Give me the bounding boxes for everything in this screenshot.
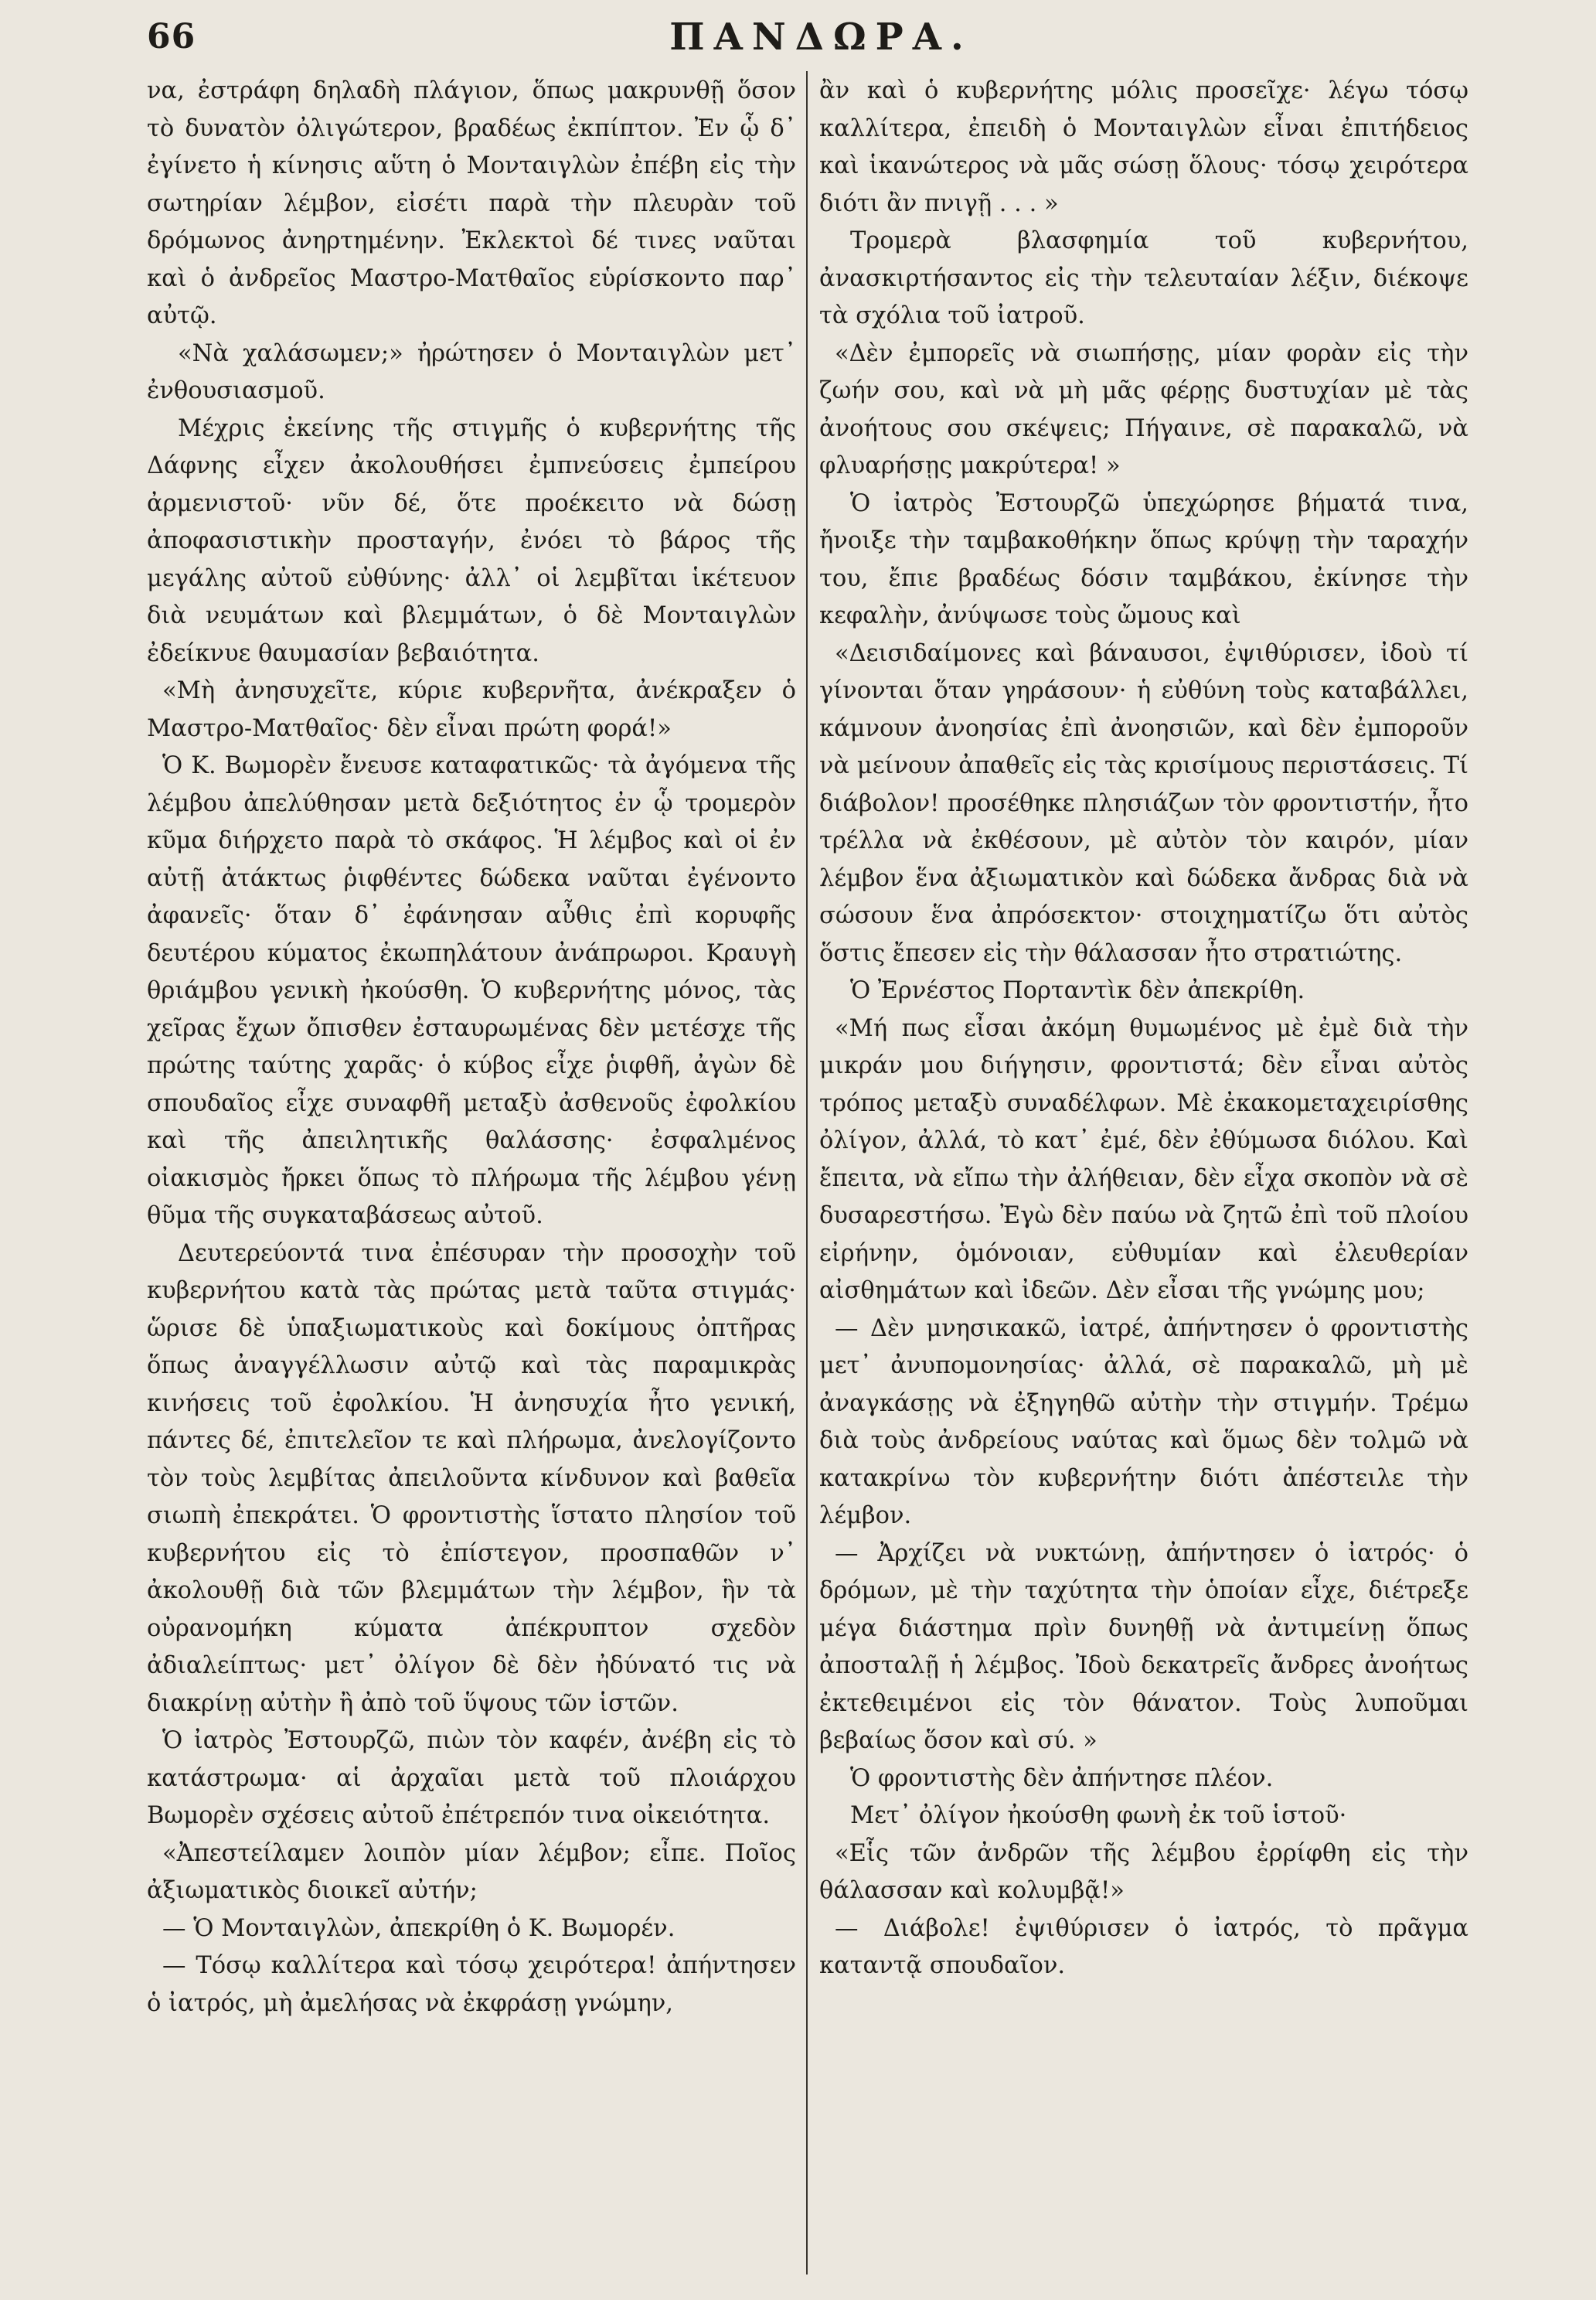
column-divider	[806, 71, 808, 2274]
left-column	[147, 73, 796, 2284]
paragraph: Μέχρις ἐκείνης τῆς στιγμῆς ὁ κυβερνήτης τῆς Δάφνης εἶχεν ἀκολουθήσει ἐμπνεύσεις ἐμπείρου ἀρμενιστοῦ· νῦν δέ, ὅτε προέκειτο νὰ δώσῃ ἀποφασιστικὴν προσταγήν, ἐνόει τὸ βάρος τῆς μεγάλης αὐτοῦ εὐθύνης· ἀλλ᾽ οἱ λεμβῖται ἱκέτευον διὰ νευμάτων καὶ βλεμμάτων, ὁ δὲ Μονταιγλὼν ἐδείκνυε θαυμασίαν βεβαιότητα.	[147, 414, 796, 667]
paragraph: Μετ᾽ ὀλίγον ἠκούσθη φωνὴ ἐκ τοῦ ἱστοῦ·	[850, 1802, 1347, 1829]
paragraph: «Εἷς τῶν ἀνδρῶν τῆς λέμβου ἐρρίφθη εἰς τὴν θάλασσαν καὶ κολυμβᾷ!»	[819, 1839, 1468, 1904]
paragraph: «Μή πως εἶσαι ἀκόμη θυμωμένος μὲ ἐμὲ διὰ τὴν μικράν μου διήγησιν, φροντιστά; δὲν εἶναι αὐτὸς τρόπος μεταξὺ συναδέλφων. Μὲ ἐκακομεταχειρίσθης ὀλίγον, ἀλλά, τὸ κατ᾽ ἐμέ, δὲν ἐθύμωσα διόλου. Καὶ ἔπειτα, νὰ εἴπω τὴν ἀλήθειαν, δὲν εἶχα σκοπὸν νὰ σὲ δυσαρεστήσω. Ἐγὼ δὲν παύω νὰ ζητῶ ἐπὶ τοῦ πλοίου εἰρήνην, ὁμόνοιαν, εὐθυμίαν καὶ ἐλευθερίαν αἰσθημάτων καὶ ἰδεῶν. Δὲν εἶσαι τῆς γνώμης μου;	[819, 1014, 1468, 1304]
paragraph: Ὁ Ἐρνέστος Πορταντὶκ δὲν ἀπεκρίθη.	[850, 977, 1305, 1004]
paragraph: — Διάβολε! ἐψιθύρισεν ὁ ἰατρός, τὸ πρᾶγμα καταντᾷ σπουδαῖον.	[819, 1914, 1468, 1979]
paragraph: «Νὰ χαλάσωμεν;» ἠρώτησεν ὁ Μονταιγλὼν μετ᾽ ἐνθουσιασμοῦ.	[147, 339, 796, 404]
page-number: 66	[147, 17, 196, 56]
paragraph: «Δὲν ἐμπορεῖς νὰ σιωπήσῃς, μίαν φορὰν εἰς τὴν ζωήν σου, καὶ νὰ μὴ μᾶς φέρῃς δυστυχίαν μὲ τὰς ἀνοήτους σου σκέψεις; Πήγαινε, σὲ παρακαλῶ, νὰ φλυαρήσῃς μακρύτερα! »	[819, 339, 1468, 479]
paragraph: Τρομερὰ βλασφημία τοῦ κυβερνήτου, ἀνασκιρτήσαντος εἰς τὴν τελευταίαν λέξιν, διέκοψε τὰ σχόλια τοῦ ἰατροῦ.	[819, 227, 1468, 329]
paragraph: — Δὲν μνησικακῶ, ἰατρέ, ἀπήντησεν ὁ φροντιστὴς μετ᾽ ἀνυπομονησίας· ἀλλά, σὲ παρακαλῶ, μὴ μὲ ἀναγκάσῃς νὰ ἐξηγηθῶ αὐτὴν τὴν στιγμήν. Τρέμω διὰ τοὺς ἀνδρείους ναύτας καὶ ὅμως δὲν τολμῶ νὰ κατακρίνω τὸν κυβερνήτην διότι ἀπέστειλε τὴν λέμβον.	[819, 1314, 1468, 1529]
paragraph: Ὁ ἰατρὸς Ἐστουρζῶ ὑπεχώρησε βήματά τινα, ἤνοιξε τὴν ταμβακοθήκην ὅπως κρύψῃ τὴν ταραχήν του, ἔπιε βραδέως δόσιν ταμβάκου, ἐκίνησε τὴν κεφαλὴν, ἀνύψωσε τοὺς ὤμους καὶ	[819, 489, 1468, 629]
paragraph: ἂν καὶ ὁ κυβερνήτης μόλις προσεῖχε· λέγω τόσῳ καλλίτερα, ἐπειδὴ ὁ Μονταιγλὼν εἶναι ἐπιτήδειος καὶ ἱκανώτερος νὰ μᾶς σώσῃ ὅλους· τόσῳ χειρότερα διότι ἂν πνιγῇ . . . »	[819, 77, 1468, 217]
page-header	[147, 11, 1496, 73]
running-title: ΠΑΝΔΩΡΑ.	[669, 15, 973, 59]
paragraph: «Μὴ ἀνησυχεῖτε, κύριε κυβερνῆτα, ἀνέκραξεν ὁ Μαστρο-Ματθαῖος· δὲν εἶναι πρώτη φορά!»	[147, 677, 796, 742]
paragraph: να, ἐστράφη δηλαδὴ πλάγιον, ὅπως μακρυνθῇ ὅσον τὸ δυνατὸν ὀλιγώτερον, βραδέως ἐκπίπτον. Ἐν ᾧ δ᾽ ἐγίνετο ἡ κίνησις αὕτη ὁ Μονταιγλὼν ἐπέβη εἰς τὴν σωτηρίαν λέμβον, εἰσέτι παρὰ τὴν πλευρὰν τοῦ δρόμωνος ἀνηρτημένην. Ἐκλεκτοὶ δέ τινες ναῦται καὶ ὁ ἀνδρεῖος Μαστρο-Ματθαῖος εὑρίσκοντο παρ᾽ αὐτῷ.	[147, 77, 796, 329]
right-column	[819, 73, 1468, 2284]
paragraph: Ὁ Κ. Βωμορὲν ἔνευσε καταφατικῶς· τὰ ἀγόμενα τῆς λέμβου ἀπελύθησαν μετὰ δεξιότητος ἐν ᾧ τρομερὸν κῦμα διήρχετο παρὰ τὸ σκάφος. Ἡ λέμβος καὶ οἱ ἐν αὐτῇ ἀτάκτως ῥιφθέντες δώδεκα ναῦται ἐγένοντο ἀφανεῖς· ὅταν δ᾽ ἐφάνησαν αὖθις ἐπὶ κορυφῆς δευτέρου κύματος ἐκωπηλάτουν ἀνάπρωροι. Κραυγὴ θριάμβου γενικὴ ἠκούσθη. Ὁ κυβερνήτης μόνος, τὰς χεῖρας ἔχων ὄπισθεν ἐσταυρωμένας δὲν μετέσχε τῆς πρώτης ταύτης χαρᾶς· ὁ κύβος εἶχε ῥιφθῆ, ἀγὼν δὲ σπουδαῖος εἶχε συναφθῆ μεταξὺ ἀσθενοῦς ἐφολκίου καὶ τῆς ἀπειλητικῆς θαλάσσης· ἐσφαλμένος οἰακισμὸς ἤρκει ὅπως τὸ πλήρωμα τῆς λέμβου γένῃ θῦμα τῆς συγκαταβάσεως αὐτοῦ.	[147, 752, 796, 1229]
paragraph: — Ὁ Μονταιγλὼν, ἀπεκρίθη ὁ Κ. Βωμορέν.	[162, 1914, 675, 1942]
paragraph: — Τόσῳ καλλίτερα καὶ τόσῳ χειρότερα! ἀπήντησεν ὁ ἰατρός, μὴ ἀμελήσας νὰ ἐκφράσῃ γνώμην,	[147, 1952, 796, 2017]
paragraph: — Ἀρχίζει νὰ νυκτώνῃ, ἀπήντησεν ὁ ἰατρός· ὁ δρόμων, μὲ τὴν ταχύτητα τὴν ὁποίαν εἶχε, διέτρεξε μέγα διάστημα πρὶν δυνηθῇ νὰ ἀντιμείνῃ ὅπως ἀποσταλῇ ἡ λέμβος. Ἰδοὺ δεκατρεῖς ἄνδρες ἀνοήτως ἐκτεθειμένοι εἰς τὸν θάνατον. Τοὺς λυποῦμαι βεβαίως ὅσον καὶ σύ. »	[819, 1539, 1468, 1754]
paragraph: «Ἀπεστείλαμεν λοιπὸν μίαν λέμβον; εἶπε. Ποῖος ἀξιωματικὸς διοικεῖ αὐτήν;	[147, 1839, 796, 1904]
paragraph: «Δεισιδαίμονες καὶ βάναυσοι, ἐψιθύρισεν, ἰδοὺ τί γίνονται ὅταν γηράσουν· ἡ εὐθύνη τοὺς καταβάλλει, κάμνουν ἀνοησίας ἐπὶ ἀνοησιῶν, καὶ δὲν ἐμποροῦν νὰ μείνουν ἀπαθεῖς εἰς τὰς κρισίμους περιστάσεις. Τί διάβολον! προσέθηκε πλησιάζων τὸν φροντιστήν, ἦτο τρέλλα νὰ ἐκθέσουν, μὲ αὐτὸν τὸν καιρόν, μίαν λέμβον ἕνα ἀξιωματικὸν καὶ δώδεκα ἄνδρας διὰ νὰ σώσουν ἕνα ἀπρόσεκτον· στοιχηματίζω ὅτι αὐτὸς ὅστις ἔπεσεν εἰς τὴν θάλασσαν ἦτο στρατιώτης.	[819, 639, 1468, 967]
paragraph: Δευτερεύοντά τινα ἐπέσυραν τὴν προσοχὴν τοῦ κυβερνήτου κατὰ τὰς πρώτας μετὰ ταῦτα στιγμάς· ὥρισε δὲ ὑπαξιωματικοὺς καὶ δοκίμους ὀπτῆρας ὅπως ἀναγγέλλωσιν αὐτῷ καὶ τὰς παραμικρὰς κινήσεις τοῦ ἐφολκίου. Ἡ ἀνησυχία ἦτο γενική, πάντες δέ, ἐπιτελεῖον τε καὶ πλήρωμα, ἀνελογίζοντο τὸν τοὺς λεμβίτας ἀπειλοῦντα κίνδυνον καὶ βαθεῖα σιωπὴ ἐπεκράτει. Ὁ φροντιστὴς ἵστατο πλησίον τοῦ κυβερνήτου εἰς τὸ ἐπίστεγον, προσπαθῶν ν᾽ ἀκολουθῇ διὰ τῶν βλεμμάτων τὴν λέμβον, ἣν τὰ οὐρανομήκη κύματα ἀπέκρυπτον σχεδὸν ἀδιαλείπτως· μετ᾽ ὀλίγον δὲ δὲν ἠδύνατό τις νὰ διακρίνῃ αὐτὴν ἢ ἀπὸ τοῦ ὕψους τῶν ἱστῶν.	[147, 1239, 796, 1717]
paragraph: Ὁ φροντιστὴς δὲν ἀπήντησε πλέον.	[850, 1764, 1274, 1792]
paragraph: Ὁ ἰατρὸς Ἐστουρζῶ, πιὼν τὸν καφέν, ἀνέβη εἰς τὸ κατάστρωμα· αἱ ἀρχαῖαι μετὰ τοῦ πλοιάρχου Βωμορὲν σχέσεις αὐτοῦ ἐπέτρεπόν τινα οἰκειότητα.	[147, 1727, 796, 1829]
